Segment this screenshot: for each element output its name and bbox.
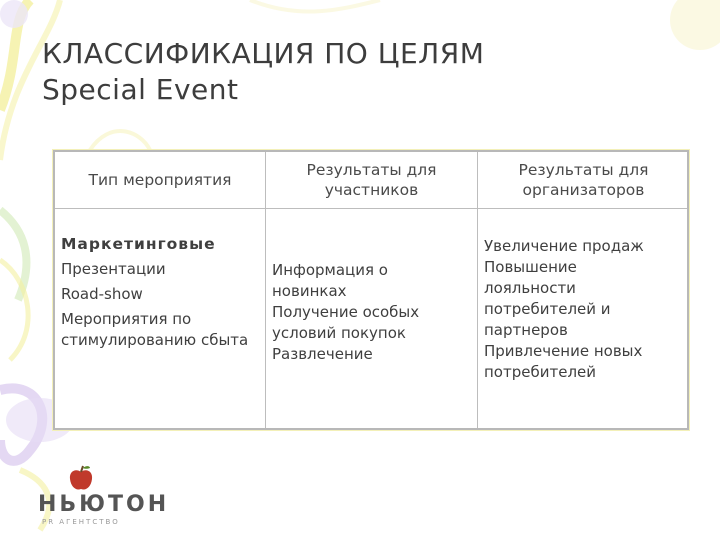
newton-logo — [38, 462, 170, 532]
list-item: Мероприятия по стимулированию сбыта — [61, 310, 249, 349]
list-item: Увеличение продаж — [484, 237, 644, 255]
header-participant-results — [266, 152, 477, 208]
header-organizer-results — [478, 152, 689, 208]
list-item: Road-show — [61, 285, 143, 303]
slide-title — [42, 36, 484, 108]
header-event-type: Тип мероприятия — [88, 171, 232, 189]
organizer-results-cell — [484, 236, 684, 383]
header-participant-results-text: Результаты для участников — [306, 161, 437, 199]
list-item: Получение особых условий покупок — [272, 303, 420, 342]
list-item: Развлечение — [272, 345, 373, 363]
list-item: Привлечение новых потребителей — [484, 342, 643, 381]
classification-table — [53, 150, 689, 430]
event-category: Маркетинговые — [61, 235, 216, 253]
list-item: Информация о новинках — [272, 261, 388, 300]
logo-wordmark: НЬЮТОН — [38, 492, 170, 517]
list-item: Презентации — [61, 260, 166, 278]
event-type-cell — [61, 234, 257, 351]
header-organizer-results-text: Результаты для организаторов — [518, 161, 649, 199]
list-item: Повышение лояльности потребителей и партнеров — [484, 258, 611, 339]
apple-icon — [66, 464, 96, 494]
participant-results-cell — [272, 260, 462, 365]
title-line-2: Special Event — [42, 73, 239, 106]
logo-subtitle: PR АГЕНТСТВО — [42, 518, 120, 526]
title-line-1: КЛАССИФИКАЦИЯ ПО ЦЕЛЯМ — [42, 37, 485, 70]
